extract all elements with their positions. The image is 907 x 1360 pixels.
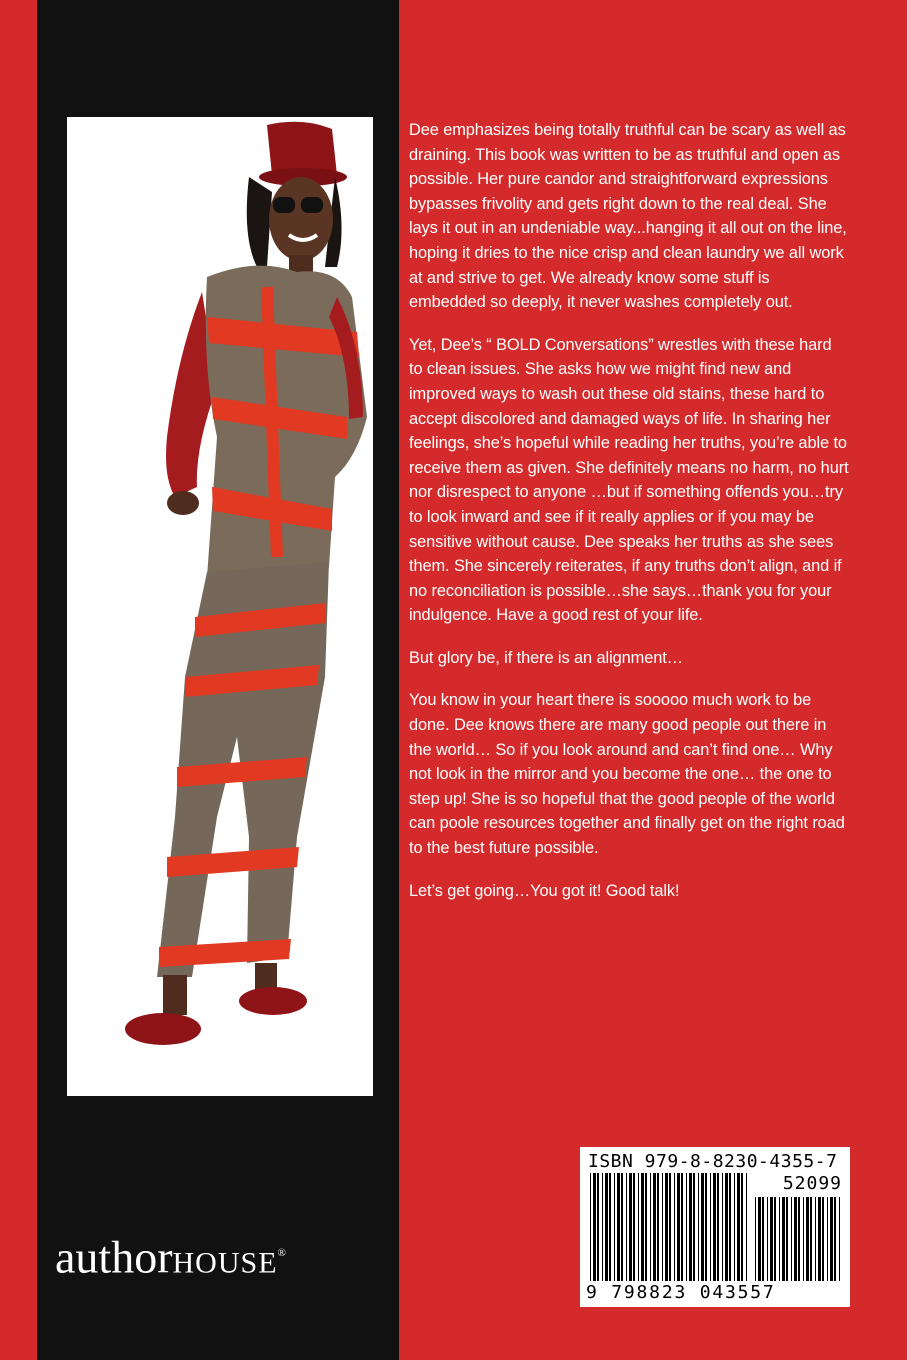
- blurb-paragraph-3: But glory be, if there is an alignment…: [409, 648, 683, 667]
- barcode-bar: [722, 1173, 723, 1281]
- barcode-bar: [698, 1173, 699, 1281]
- barcode-bar: [617, 1173, 620, 1281]
- barcode-bar: [779, 1197, 780, 1281]
- barcode-bar: [782, 1197, 785, 1281]
- barcode-bar: [713, 1173, 716, 1281]
- barcode-bar: [650, 1173, 651, 1281]
- barcode-bar: [597, 1173, 599, 1281]
- barcode-bar: [705, 1173, 707, 1281]
- barcode-bar: [677, 1173, 680, 1281]
- barcode-bar: [621, 1173, 623, 1281]
- isbn-label: ISBN 979-8-8230-4355-7: [588, 1151, 838, 1172]
- barcode-bar: [669, 1173, 671, 1281]
- barcode-bar: [609, 1173, 611, 1281]
- blurb-paragraph-4: You know in your heart there is sooooo much work to be done. Dee knows there are many good people out there in the world… So if you look around and can’t find one… Why not look in the mirror and you become the one… the one to step up! She is so hopeful that the good people of the world can poole resources together and finally get on the right road to the best future possible.: [409, 691, 845, 858]
- barcode-bar: [653, 1173, 656, 1281]
- barcode-bar: [762, 1197, 764, 1281]
- barcode-bar: [641, 1173, 644, 1281]
- barcode-bar: [786, 1197, 788, 1281]
- left-red-stripe: [0, 0, 37, 1360]
- barcode-bar: [737, 1173, 740, 1281]
- barcode-bar: [729, 1173, 731, 1281]
- barcode-bar: [746, 1173, 747, 1281]
- barcode-bar: [686, 1173, 687, 1281]
- back-cover-blurb: [409, 118, 849, 921]
- barcode-bar: [645, 1173, 647, 1281]
- barcode-bar: [806, 1197, 809, 1281]
- barcode-bar: [590, 1173, 591, 1281]
- blurb-paragraph-2: Yet, Dee’s “ BOLD Conversations” wrestles with these hard to clean issues. She asks how we might find new and improved ways to wash out these old stains, these hard to accept discolored and damaged ways of life. In sharing her feelings, she’s hopeful while reading her truths, you’re able to receive them as given. She definitely means no harm, no hurt nor disrespect to anyone …but if something offends you…try to look inward and see if it really applies or if you may be sensitive without cause. Dee speaks her truths as she sees them. She sincerely reiterates, if any truths don’t align, and if no reconciliation is possible…she says…thank you for your indulgence. Have a good rest of your life.: [409, 335, 849, 625]
- barcode-bar: [798, 1197, 800, 1281]
- barcode-bar: [839, 1197, 840, 1281]
- barcode-bar: [815, 1197, 816, 1281]
- barcode-bar: [810, 1197, 812, 1281]
- barcode-bar: [717, 1173, 719, 1281]
- barcode-bar: [734, 1173, 735, 1281]
- barcode-bar: [674, 1173, 675, 1281]
- publisher-name-part1: author: [55, 1231, 173, 1283]
- barcode-digits: 9 798823 043557: [586, 1282, 776, 1303]
- barcode-bar: [614, 1173, 615, 1281]
- registered-mark: ®: [277, 1247, 286, 1259]
- barcode-bar: [791, 1197, 792, 1281]
- barcode-bar: [770, 1197, 773, 1281]
- blurb-paragraph-1: Dee emphasizes being totally truthful can be scary as well as draining. This book was written to be as truthful and open as possible. Her pure candor and straightforward expressions bypasses frivolity and gets right down to the real deal. She lays it out in an undeniable way...hanging it all out on the line, hoping it dries to the nice crisp and clean laundry we all work at and strive to get. We already know some stuff is embedded so deeply, it never washes completely out.: [409, 121, 847, 312]
- barcode-bar: [633, 1173, 635, 1281]
- barcode-bar: [818, 1197, 821, 1281]
- barcode-bars: [590, 1173, 748, 1281]
- barcode-bar: [657, 1173, 659, 1281]
- barcode-bar: [629, 1173, 632, 1281]
- author-photo: [67, 117, 373, 1096]
- barcode-bar: [689, 1173, 692, 1281]
- barcode-bar: [834, 1197, 836, 1281]
- barcode-bar: [710, 1173, 711, 1281]
- barcode-bar: [701, 1173, 704, 1281]
- barcode-bar: [794, 1197, 797, 1281]
- blurb-paragraph-5: Let’s get going…You got it! Good talk!: [409, 881, 680, 900]
- woman-in-red-hat-portrait-icon: [67, 117, 373, 1096]
- barcode-bar: [605, 1173, 608, 1281]
- barcode-bar: [681, 1173, 683, 1281]
- barcode-bar: [758, 1197, 761, 1281]
- barcode-bar: [830, 1197, 833, 1281]
- barcode-addon-bars: [755, 1197, 841, 1281]
- barcode-bar: [774, 1197, 776, 1281]
- barcode-bar: [593, 1173, 596, 1281]
- barcode-bar: [755, 1197, 756, 1281]
- barcode-bar: [693, 1173, 695, 1281]
- publisher-logo: [55, 1227, 286, 1289]
- barcode-bar: [767, 1197, 768, 1281]
- barcode-bar: [822, 1197, 824, 1281]
- barcode-bar: [741, 1173, 743, 1281]
- barcode-bar: [638, 1173, 639, 1281]
- barcode-bar: [803, 1197, 804, 1281]
- barcode-bar: [725, 1173, 728, 1281]
- barcode-bar: [602, 1173, 603, 1281]
- isbn-barcode: [580, 1147, 850, 1307]
- barcode-bar: [662, 1173, 663, 1281]
- barcode-bar: [665, 1173, 668, 1281]
- barcode-bar: [827, 1197, 828, 1281]
- publisher-name-part2: HOUSE: [172, 1246, 278, 1280]
- price-code: 52099: [782, 1173, 842, 1194]
- barcode-bar: [626, 1173, 627, 1281]
